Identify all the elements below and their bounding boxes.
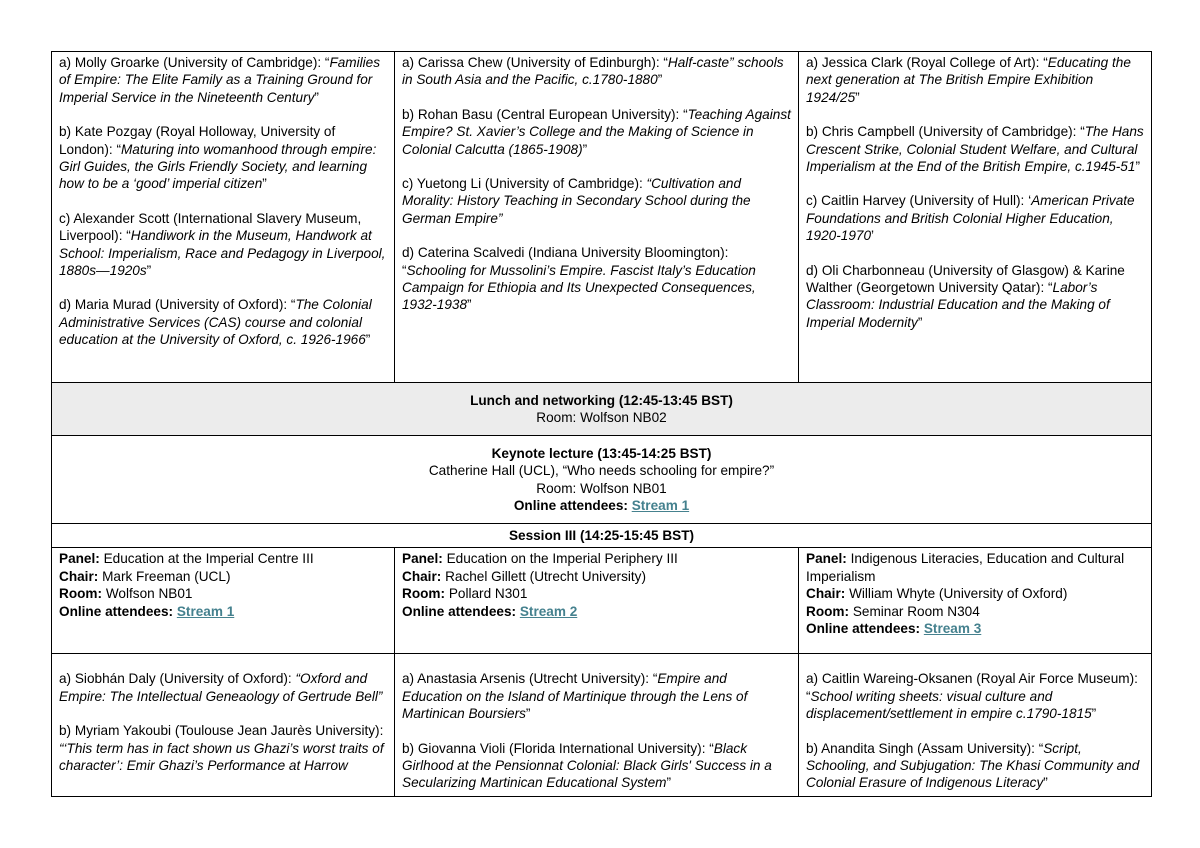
paper-entry: a) Molly Groarke (University of Cambridge): “Families of Empire: The Elite Family as a Training Ground for Imperial Service in the Nineteenth Century” xyxy=(59,55,381,105)
papers-cell-col3 xyxy=(799,52,1152,383)
paper-entry: a) Anastasia Arsenis (Utrecht University): “Empire and Education on the Island of Martinique through the Lens of Martinican Boursiers” xyxy=(402,671,748,722)
papers-cell-col1 xyxy=(52,52,395,383)
session-iii-panels-row xyxy=(52,548,1152,654)
session-iii-heading: Session III (14:25-15:45 BST) xyxy=(508,528,695,543)
panel-chair: Rachel Gillett (Utrecht University) xyxy=(445,568,646,584)
panel-info-col1: Panel: Education at the Imperial Centre III Chair: Mark Freeman (UCL) Room: Wolfson NB01 Online attendees: Stream 1 xyxy=(52,548,395,654)
panel-name: Education at the Imperial Centre III xyxy=(103,551,314,567)
paper-entry: a) Jessica Clark (Royal College of Art): “Educating the next generation at The British Empire Exhibition 1924/25” xyxy=(806,55,1131,105)
keynote-cell xyxy=(52,436,1152,524)
papers-row-session-ii xyxy=(52,52,1152,383)
panel-name: Education on the Imperial Periphery III xyxy=(446,551,678,567)
keynote-row xyxy=(52,436,1152,524)
paper-entry: b) Myriam Yakoubi (Toulouse Jean Jaurès University): “‘This term has in fact shown us Ghazi’s worst traits of character’: Emir Ghazi’s Performance at Harrow xyxy=(59,723,384,774)
paper-entry: a) Siobhán Daly (University of Oxford): “Oxford and Empire: The Intellectual Geneaology of Gertrude Bell” xyxy=(59,671,383,704)
programme-table xyxy=(51,51,1152,797)
panel-chair: Mark Freeman (UCL) xyxy=(102,568,231,584)
session-iii-heading-row xyxy=(52,524,1152,548)
lunch-room: Room: Wolfson NB02 xyxy=(536,410,667,425)
paper-entry: b) Giovanna Violi (Florida International University): “Black Girlhood at the Pensionnat Colonial: Black Girls' Success in a Secularizing Martinican Educational System” xyxy=(402,740,772,791)
panel-chair: William Whyte (University of Oxford) xyxy=(849,586,1068,602)
stream-2-link[interactable]: Stream 2 xyxy=(519,603,578,619)
keynote-room: Room: Wolfson NB01 xyxy=(536,480,667,496)
panel-room: Seminar Room N304 xyxy=(852,603,980,619)
papers-cell-col2 xyxy=(395,52,799,383)
stream-1-link[interactable]: Stream 1 xyxy=(176,603,235,619)
lunch-row xyxy=(52,383,1152,436)
stream-3-link[interactable]: Stream 3 xyxy=(923,621,982,637)
keynote-speaker: Catherine Hall (UCL), “Who needs schooling for empire?” xyxy=(428,463,775,479)
paper-entry: d) Caterina Scalvedi (Indiana University Bloomington): “Schooling for Mussolini’s Empire. Fascist Italy’s Education Campaign for Ethiopia and Its Unexpected Consequences, 1932-1938” xyxy=(402,245,756,313)
keynote-stream-link[interactable]: Stream 1 xyxy=(631,497,690,513)
panel-info-col3: Panel: Indigenous Literacies, Education and Cultural Imperialism Chair: William Whyte (University of Oxford) Room: Seminar Room N304 Online attendees: Stream 3 xyxy=(799,548,1152,654)
keynote-heading: Keynote lecture (13:45-14:25 BST) xyxy=(491,445,712,461)
paper-entry: c) Alexander Scott (International Slavery Museum, Liverpool): “Handiwork in the Museum, Handwork at School: Imperialism, Race and Pedagogy in Liverpool, 1880s—1920s” xyxy=(59,210,386,279)
lunch-cell xyxy=(52,383,1152,436)
paper-entry: b) Chris Campbell (University of Cambridge): “The Hans Crescent Strike, Colonial Student Welfare, and Cultural Imperialism at the End of the British Empire, c.1945-51” xyxy=(806,124,1144,175)
lunch-heading: Lunch and networking (12:45-13:45 BST) xyxy=(470,392,733,408)
schedule-grid xyxy=(51,51,1152,797)
panel-name: Indigenous Literacies, Education and Cultural Imperialism xyxy=(806,551,1125,584)
papers-row-session-iii xyxy=(52,654,1152,796)
papers-cell-col1 xyxy=(52,654,395,796)
panel-info-col2: Panel: Education on the Imperial Periphery III Chair: Rachel Gillett (Utrecht University) Room: Pollard N301 Online attendees: Stream 2 xyxy=(395,548,799,654)
paper-entry: b) Kate Pozgay (Royal Holloway, University of London): “Maturing into womanhood through empire: Girl Guides, the Girls Friendly Society, and learning how to be a ‘good’ imperial citizen” xyxy=(59,124,377,192)
paper-entry: c) Caitlin Harvey (University of Hull): ‘American Private Foundations and British Colonial Higher Education, 1920-1970’ xyxy=(806,193,1135,244)
panel-room: Pollard N301 xyxy=(448,586,528,602)
session-iii-heading-cell xyxy=(52,524,1152,548)
papers-cell-col2 xyxy=(395,654,799,796)
keynote-online: Online attendees: Stream 1 xyxy=(513,497,690,513)
paper-entry: d) Oli Charbonneau (University of Glasgow) & Karine Walther (Georgetown University Qatar): “Labor’s Classroom: Industrial Education and the Making of Imperial Modernity” xyxy=(806,262,1125,330)
paper-entry: d) Maria Murad (University of Oxford): “The Colonial Administrative Services (CAS) course and colonial education at the University of Oxford, c. 1926-1966” xyxy=(59,297,372,348)
paper-entry: a) Caitlin Wareing-Oksanen (Royal Air Force Museum): “School writing sheets: visual culture and displacement/settlement in empire c.1790-1815” xyxy=(806,671,1138,722)
papers-cell-col3 xyxy=(799,654,1152,796)
panel-room: Wolfson NB01 xyxy=(105,586,193,602)
paper-entry: c) Yuetong Li (University of Cambridge): “Cultivation and Morality: History Teaching in Secondary School during the German Empire” xyxy=(402,176,751,226)
paper-entry: b) Anandita Singh (Assam University): “Script, Schooling, and Subjugation: The Khasi Community and Colonial Erasure of Indigenous Literacy” xyxy=(806,740,1140,791)
paper-entry: a) Carissa Chew (University of Edinburgh): “Half-caste” schools in South Asia and the Pacific, c.1780-1880” xyxy=(402,55,784,88)
paper-entry: b) Rohan Basu (Central European University): “Teaching Against Empire? St. Xavier’s College and the Making of Science in Colonial Calcutta (1865-1908)” xyxy=(402,106,791,157)
